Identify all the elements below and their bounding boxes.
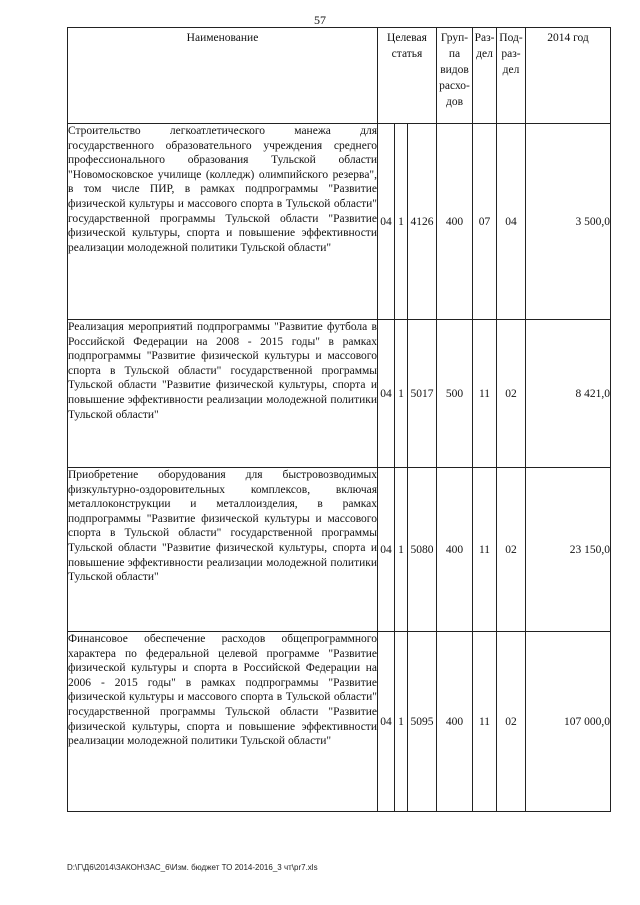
row-code3: 4126: [408, 124, 437, 320]
row-code2: 1: [395, 632, 408, 812]
table-row: [68, 632, 611, 812]
row-section: 11: [473, 632, 497, 812]
row-subsection: 02: [497, 632, 526, 812]
row-name: Строительство легкоатлетического манежа для государственного образовательного учреждения среднего профессионального образования Тульской области "Новомосковское училище (колледж) олимпийского резерва", в том числе ПИР, в рамках подпрограммы "Развитие физической культуры и массового спорта в Тульской области" государственной программы Тульской области "Развитие физической культуры, спорта и повышение эффективности реализации молодежной политики Тульской области": [68, 124, 378, 320]
row-amount: 23 150,0: [526, 468, 611, 632]
row-group: 500: [437, 320, 473, 468]
header-section: Раз-дел: [473, 28, 497, 124]
row-code3: 5017: [408, 320, 437, 468]
table-row: [68, 320, 611, 468]
row-code1: 04: [378, 632, 395, 812]
row-subsection: 04: [497, 124, 526, 320]
row-code2: 1: [395, 468, 408, 632]
row-code2: 1: [395, 124, 408, 320]
row-group: 400: [437, 468, 473, 632]
row-group: 400: [437, 124, 473, 320]
row-code1: 04: [378, 468, 395, 632]
row-code1: 04: [378, 124, 395, 320]
header-target-article: Целевая статья: [378, 28, 437, 124]
header-subsection: Под-раз-дел: [497, 28, 526, 124]
row-amount: 107 000,0: [526, 632, 611, 812]
row-name: Финансовое обеспечение расходов общепрограммного характера по федеральной целевой программе "Развитие физической культуры и спорта в Российской Федерации на 2006 - 2015 годы" в рамках подпрограммы "Развитие физической культуры и массового спорта в Тульской области" государственной программы Тульской области "Развитие физической культуры, спорта и повышение эффективности реализации молодежной политики Тульской области": [68, 632, 378, 812]
row-amount: 3 500,0: [526, 124, 611, 320]
header-name: Наименование: [68, 28, 378, 124]
row-code3: 5095: [408, 632, 437, 812]
row-code3: 5080: [408, 468, 437, 632]
footer-file-path: D:\Г\Д6\2014\ЗАКОН\ЗАС_6\Изм. бюджет ТО 2014-2016_3 чт\pr7.xls: [67, 863, 318, 872]
row-section: 11: [473, 468, 497, 632]
row-name: Приобретение оборудования для быстровозводимых физкультурно-оздоровительных комплексов, включая металлоконструкции и металлоизделия, в рамках подпрограммы "Развитие физической культуры и массового спорта в Тульской области" государственной программы Тульской области "Развитие физической культуры, спорта и повышение эффективности реализации молодежной политики Тульской области": [68, 468, 378, 632]
row-subsection: 02: [497, 468, 526, 632]
table-row: [68, 468, 611, 632]
row-subsection: 02: [497, 320, 526, 468]
table-row: [68, 124, 611, 320]
row-amount: 8 421,0: [526, 320, 611, 468]
row-group: 400: [437, 632, 473, 812]
budget-table: [67, 27, 611, 812]
page-number: 57: [314, 13, 326, 27]
header-group: Груп-па видов расхо-дов: [437, 28, 473, 124]
row-section: 07: [473, 124, 497, 320]
row-name: Реализация мероприятий подпрограммы "Развитие футбола в Российской Федерации на 2008 - 2015 годы" в рамках подпрограммы "Развитие физической культуры и массового спорта в Тульской области" государственной программы Тульской области "Развитие физической культуры, спорта и повышение эффективности реализации молодежной политики Тульской области": [68, 320, 378, 468]
header-year: 2014 год: [526, 28, 611, 124]
row-code1: 04: [378, 320, 395, 468]
row-section: 11: [473, 320, 497, 468]
row-code2: 1: [395, 320, 408, 468]
table-header-row: [68, 28, 611, 124]
